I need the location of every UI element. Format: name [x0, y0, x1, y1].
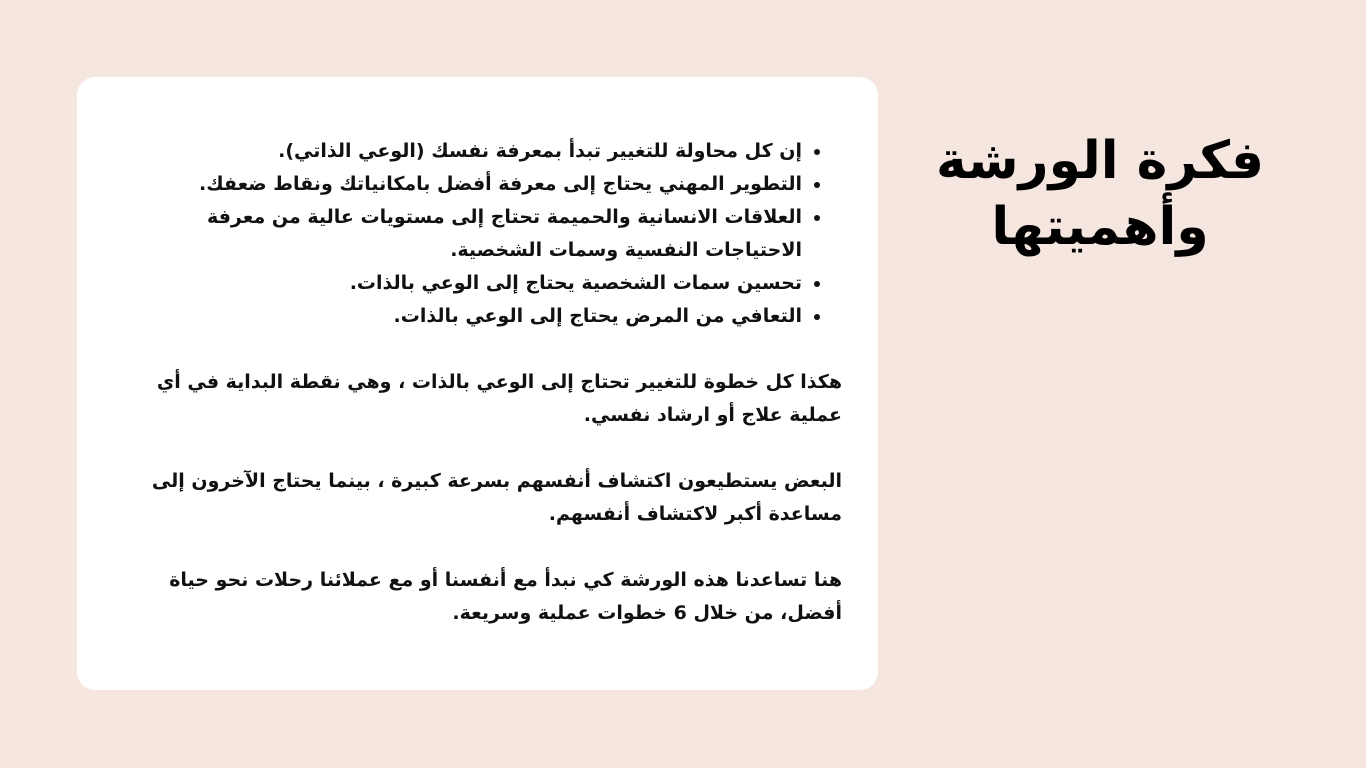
body-paragraph: هنا تساعدنا هذه الورشة كي نبدأ مع أنفسنا أو مع عملائنا رحلات نحو حياة أفضل، من خلال 6 خطوات عملية وسريعة. [169, 569, 842, 624]
bullet-item: • التعافي من المرض يحتاج إلى الوعي بالذات. [113, 300, 802, 333]
content-card [77, 77, 878, 690]
bullet-list [113, 135, 842, 333]
slide-title: فكرة الورشة وأهميتها [936, 131, 1264, 257]
body-paragraph: هكذا كل خطوة للتغيير تحتاج إلى الوعي بالذات ، وهي نقطة البداية في أي عملية علاج أو ارشاد نفسي. [156, 371, 842, 426]
bullet-item: • التطوير المهني يحتاج إلى معرفة أفضل بامكانياتك ونقاط ضعفك. [113, 168, 802, 201]
bullet-item: • تحسين سمات الشخصية يحتاج إلى الوعي بالذات. [113, 267, 802, 300]
body-paragraph: البعض يستطيعون اكتشاف أنفسهم بسرعة كبيرة ، بينما يحتاج الآخرون إلى مساعدة أكبر لاكتشاف أنفسهم. [151, 470, 842, 525]
bullet-item: • العلاقات الانسانية والحميمة تحتاج إلى مستويات عالية من معرفة الاحتياجات النفسية وسمات الشخصية. [113, 201, 802, 267]
bullet-item: • إن كل محاولة للتغيير تبدأ بمعرفة نفسك (الوعي الذاتي). [113, 135, 802, 168]
